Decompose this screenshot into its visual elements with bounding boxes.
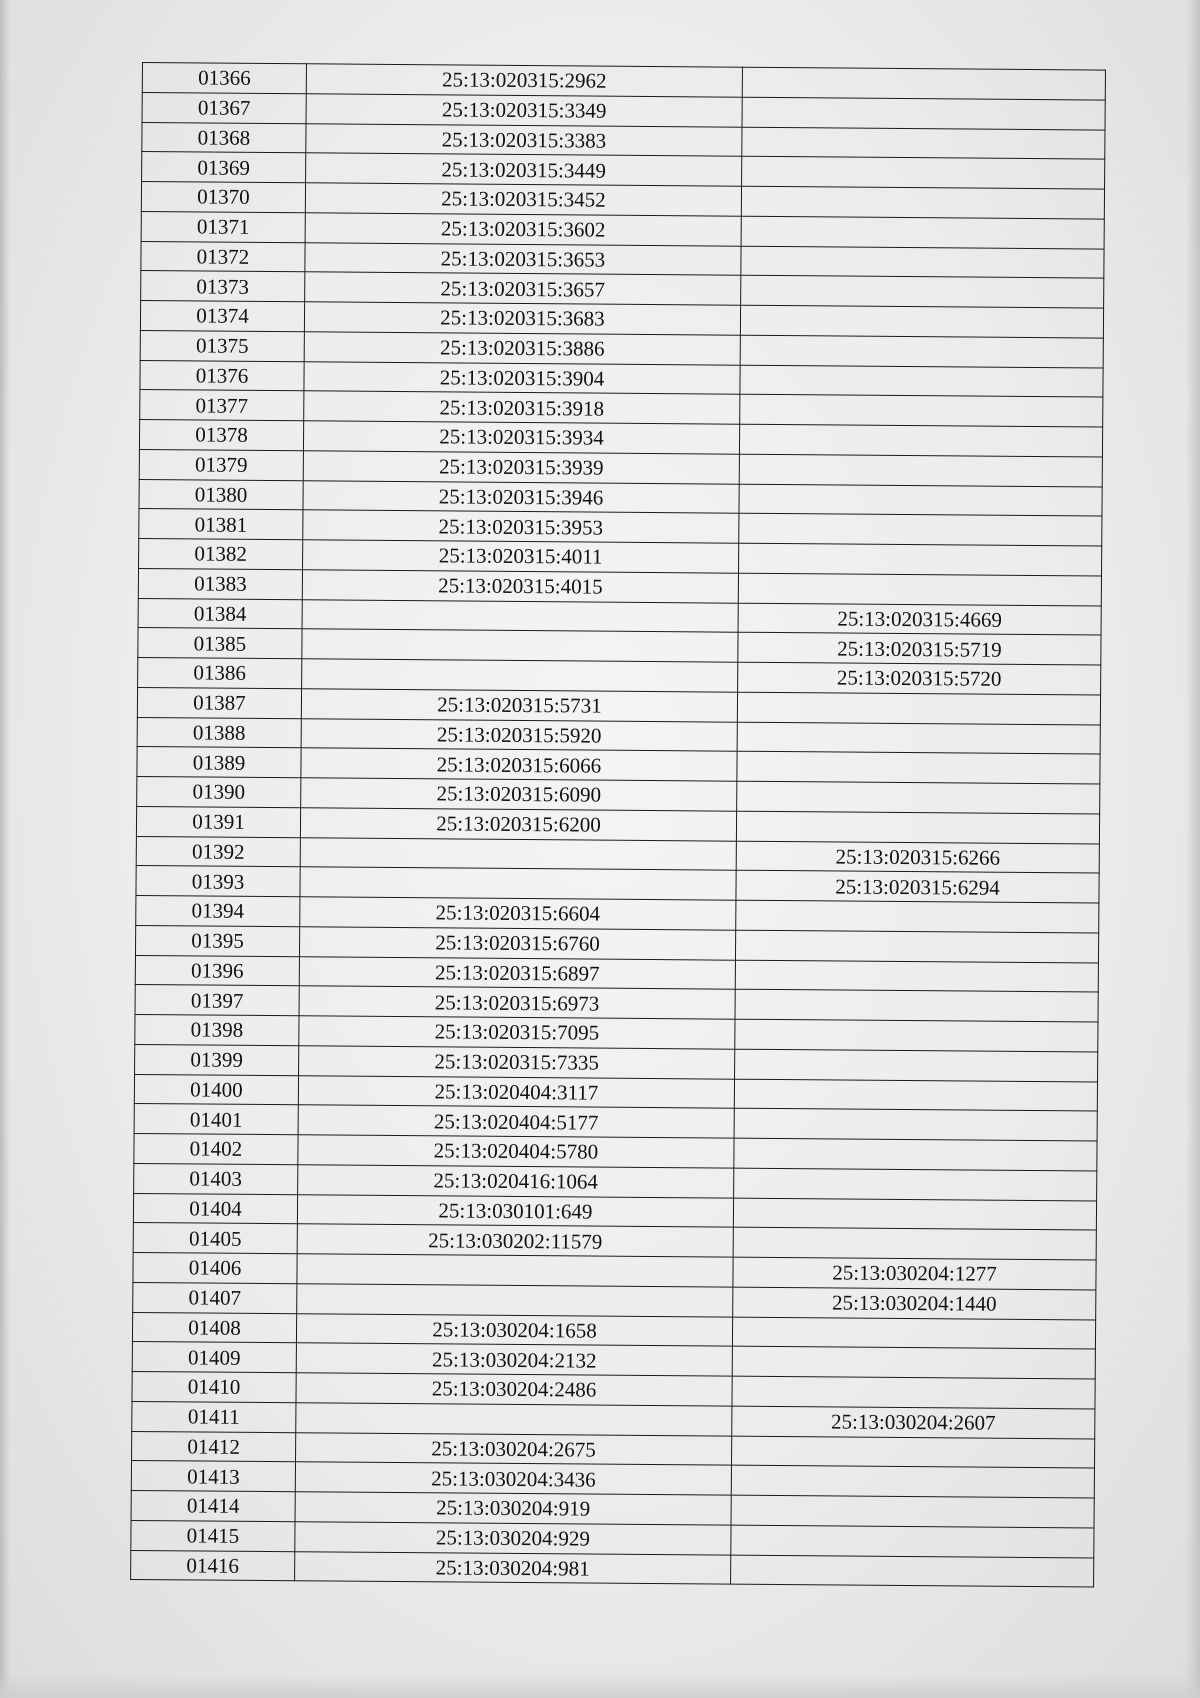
row-number-cell: 01413 [131, 1461, 295, 1492]
cadastral-number-cell: 25:13:020315:6066 [301, 748, 737, 781]
row-number-cell: 01391 [136, 806, 300, 837]
row-number-cell: 01411 [132, 1401, 296, 1432]
secondary-cadastral-number-cell [735, 960, 1098, 993]
secondary-cadastral-number-cell [731, 1465, 1094, 1498]
row-number-cell: 01370 [141, 182, 305, 213]
row-number-cell: 01397 [135, 985, 299, 1016]
cadastral-number-cell: 25:13:020315:2962 [306, 64, 742, 97]
secondary-cadastral-number-cell [737, 751, 1100, 784]
row-number-cell: 01405 [133, 1223, 297, 1254]
cadastral-number-cell [302, 659, 738, 692]
secondary-cadastral-number-cell [732, 1376, 1095, 1409]
secondary-cadastral-number-cell [736, 900, 1099, 933]
secondary-cadastral-number-cell [732, 1317, 1095, 1350]
cadastral-number-cell: 25:13:020315:4011 [303, 540, 739, 573]
row-number-cell: 01373 [141, 271, 305, 302]
row-number-cell: 01390 [137, 776, 301, 807]
cadastral-number-cell: 25:13:020315:3934 [303, 421, 739, 454]
secondary-cadastral-number-cell [736, 811, 1099, 844]
secondary-cadastral-number-cell: 25:13:020315:6266 [736, 841, 1099, 874]
cadastral-number-cell: 25:13:030204:929 [295, 1521, 731, 1554]
cadastral-number-cell: 25:13:020315:6760 [299, 927, 735, 960]
cadastral-number-cell: 25:13:020315:6973 [299, 986, 735, 1019]
secondary-cadastral-number-cell [739, 513, 1102, 546]
cadastral-number-cell: 25:13:030204:2486 [296, 1373, 732, 1406]
secondary-cadastral-number-cell [738, 573, 1101, 606]
secondary-cadastral-number-cell: 25:13:020315:5719 [738, 632, 1101, 665]
cadastral-number-cell [302, 599, 738, 632]
row-number-cell: 01416 [131, 1550, 295, 1581]
secondary-cadastral-number-cell [732, 1346, 1095, 1379]
cadastral-number-cell: 25:13:020315:3946 [303, 480, 739, 513]
cadastral-number-cell: 25:13:030204:2132 [296, 1343, 732, 1376]
cadastral-number-cell [297, 1284, 733, 1317]
cadastral-number-cell: 25:13:020315:3602 [305, 213, 741, 246]
row-number-cell: 01408 [132, 1312, 296, 1343]
scan-edge-right [1186, 0, 1200, 1698]
cadastral-number-cell: 25:13:020315:3953 [303, 510, 739, 543]
cadastral-number-cell: 25:13:020315:3653 [305, 242, 741, 275]
cadastral-number-cell: 25:13:020416:1064 [298, 1165, 734, 1198]
secondary-cadastral-number-cell [740, 365, 1103, 398]
row-number-cell: 01369 [142, 152, 306, 183]
secondary-cadastral-number-cell [741, 275, 1104, 308]
secondary-cadastral-number-cell: 25:13:020315:6294 [736, 870, 1099, 903]
scan-edge-bottom [0, 1674, 1200, 1698]
row-number-cell: 01378 [139, 419, 303, 450]
row-number-cell: 01414 [131, 1490, 295, 1521]
secondary-cadastral-number-cell: 25:13:020315:4669 [738, 603, 1101, 636]
row-number-cell: 01374 [140, 300, 304, 331]
cadastral-number-cell: 25:13:020315:6090 [301, 778, 737, 811]
row-number-cell: 01384 [138, 598, 302, 629]
secondary-cadastral-number-cell: 25:13:020315:5720 [738, 662, 1101, 695]
cadastral-number-cell: 25:13:020315:3918 [304, 391, 740, 424]
cadastral-number-cell: 25:13:020404:5780 [298, 1135, 734, 1168]
secondary-cadastral-number-cell [731, 1555, 1094, 1588]
cadastral-number-cell: 25:13:020315:3449 [306, 153, 742, 186]
cadastral-number-cell: 25:13:030204:981 [295, 1551, 731, 1584]
secondary-cadastral-number-cell [739, 454, 1102, 487]
cadastral-number-cell: 25:13:020315:3452 [305, 183, 741, 216]
secondary-cadastral-number-cell [737, 692, 1100, 725]
cadastral-number-cell: 25:13:030204:1658 [296, 1313, 732, 1346]
secondary-cadastral-number-cell [742, 67, 1105, 100]
row-number-cell: 01400 [134, 1074, 298, 1105]
cadastral-number-cell: 25:13:030202:11579 [297, 1224, 733, 1257]
secondary-cadastral-number-cell [731, 1436, 1094, 1469]
row-number-cell: 01395 [135, 925, 299, 956]
scan-edge-left [0, 0, 10, 1698]
row-number-cell: 01393 [136, 866, 300, 897]
secondary-cadastral-number-cell: 25:13:030204:1277 [733, 1257, 1096, 1290]
row-number-cell: 01406 [133, 1252, 297, 1283]
row-number-cell: 01380 [139, 479, 303, 510]
row-number-cell: 01379 [139, 449, 303, 480]
row-number-cell: 01398 [135, 1014, 299, 1045]
secondary-cadastral-number-cell [735, 930, 1098, 963]
row-number-cell: 01396 [135, 955, 299, 986]
cadastral-number-cell: 25:13:020315:3683 [304, 302, 740, 335]
cadastral-number-cell [300, 867, 736, 900]
secondary-cadastral-number-cell [733, 1227, 1096, 1260]
row-number-cell: 01383 [138, 568, 302, 599]
cadastral-number-cell [297, 1254, 733, 1287]
row-number-cell: 01382 [139, 538, 303, 569]
row-number-cell: 01389 [137, 747, 301, 778]
cadastral-number-cell: 25:13:020315:3349 [306, 94, 742, 127]
row-number-cell: 01385 [138, 628, 302, 659]
secondary-cadastral-number-cell [741, 216, 1104, 249]
secondary-cadastral-number-cell [739, 424, 1102, 457]
row-number-cell: 01409 [132, 1342, 296, 1373]
cadastral-number-cell: 25:13:020315:3657 [305, 272, 741, 305]
secondary-cadastral-number-cell: 25:13:030204:2607 [732, 1406, 1095, 1439]
cadastral-number-cell: 25:13:030101:649 [297, 1194, 733, 1227]
row-number-cell: 01377 [140, 390, 304, 421]
secondary-cadastral-number-cell [737, 722, 1100, 755]
row-number-cell: 01394 [136, 895, 300, 926]
secondary-cadastral-number-cell [742, 97, 1105, 130]
cadastral-number-cell: 25:13:020315:3904 [304, 361, 740, 394]
row-number-cell: 01407 [133, 1282, 297, 1313]
secondary-cadastral-number-cell [740, 305, 1103, 338]
secondary-cadastral-number-cell [734, 1079, 1097, 1112]
secondary-cadastral-number-cell [739, 484, 1102, 517]
row-number-cell: 01386 [138, 657, 302, 688]
cadastral-number-cell: 25:13:020315:7335 [299, 1046, 735, 1079]
row-number-cell: 01371 [141, 211, 305, 242]
row-number-cell: 01366 [142, 63, 306, 94]
cadastral-number-cell: 25:13:020404:3117 [298, 1075, 734, 1108]
secondary-cadastral-number-cell [735, 1049, 1098, 1082]
secondary-cadastral-number-cell [740, 335, 1103, 368]
secondary-cadastral-number-cell [734, 1138, 1097, 1171]
secondary-cadastral-number-cell: 25:13:030204:1440 [733, 1287, 1096, 1320]
row-number-cell: 01404 [133, 1193, 297, 1224]
row-number-cell: 01399 [135, 1044, 299, 1075]
cadastral-number-cell: 25:13:020315:7095 [299, 1016, 735, 1049]
row-number-cell: 01401 [134, 1104, 298, 1135]
cadastral-number-cell: 25:13:020315:3383 [306, 123, 742, 156]
secondary-cadastral-number-cell [741, 186, 1104, 219]
row-number-cell: 01372 [141, 241, 305, 272]
row-number-cell: 01415 [131, 1520, 295, 1551]
secondary-cadastral-number-cell [742, 127, 1105, 160]
cadastral-number-cell [296, 1403, 732, 1436]
secondary-cadastral-number-cell [734, 1108, 1097, 1141]
row-number-cell: 01367 [142, 92, 306, 123]
cadastral-number-cell: 25:13:020315:5731 [301, 689, 737, 722]
cadastral-number-cell: 25:13:020315:6200 [300, 808, 736, 841]
cadastral-number-cell: 25:13:020315:3939 [303, 451, 739, 484]
row-number-cell: 01388 [137, 717, 301, 748]
row-number-cell: 01387 [137, 687, 301, 718]
secondary-cadastral-number-cell [739, 543, 1102, 576]
cadastral-number-cell: 25:13:020315:3886 [304, 332, 740, 365]
secondary-cadastral-number-cell [733, 1198, 1096, 1231]
row-number-cell: 01375 [140, 330, 304, 361]
table-body [131, 63, 1106, 1588]
secondary-cadastral-number-cell [735, 989, 1098, 1022]
cadastral-number-cell: 25:13:020315:5920 [301, 718, 737, 751]
row-number-cell: 01376 [140, 360, 304, 391]
secondary-cadastral-number-cell [735, 1019, 1098, 1052]
secondary-cadastral-number-cell [742, 156, 1105, 189]
row-number-cell: 01412 [132, 1431, 296, 1462]
row-number-cell: 01402 [134, 1133, 298, 1164]
secondary-cadastral-number-cell [731, 1495, 1094, 1528]
cadastral-number-cell: 25:13:020315:4015 [302, 570, 738, 603]
table-row [131, 1550, 1094, 1587]
cadastral-number-cell: 25:13:030204:3436 [295, 1462, 731, 1495]
secondary-cadastral-number-cell [740, 394, 1103, 427]
cadastral-number-cell: 25:13:020315:6604 [300, 897, 736, 930]
row-number-cell: 01410 [132, 1371, 296, 1402]
row-number-cell: 01381 [139, 509, 303, 540]
secondary-cadastral-number-cell [734, 1168, 1097, 1201]
secondary-cadastral-number-cell [741, 246, 1104, 279]
cadastral-number-cell: 25:13:020404:5177 [298, 1105, 734, 1138]
cadastral-number-table [130, 62, 1106, 1588]
row-number-cell: 01368 [142, 122, 306, 153]
cadastral-number-cell: 25:13:030204:919 [295, 1492, 731, 1525]
secondary-cadastral-number-cell [737, 781, 1100, 814]
cadastral-number-cell [300, 837, 736, 870]
row-number-cell: 01392 [136, 836, 300, 867]
cadastral-number-cell: 25:13:020315:6897 [299, 956, 735, 989]
secondary-cadastral-number-cell [731, 1525, 1094, 1558]
cadastral-number-cell [302, 629, 738, 662]
row-number-cell: 01403 [134, 1163, 298, 1194]
cadastral-number-cell: 25:13:030204:2675 [296, 1432, 732, 1465]
